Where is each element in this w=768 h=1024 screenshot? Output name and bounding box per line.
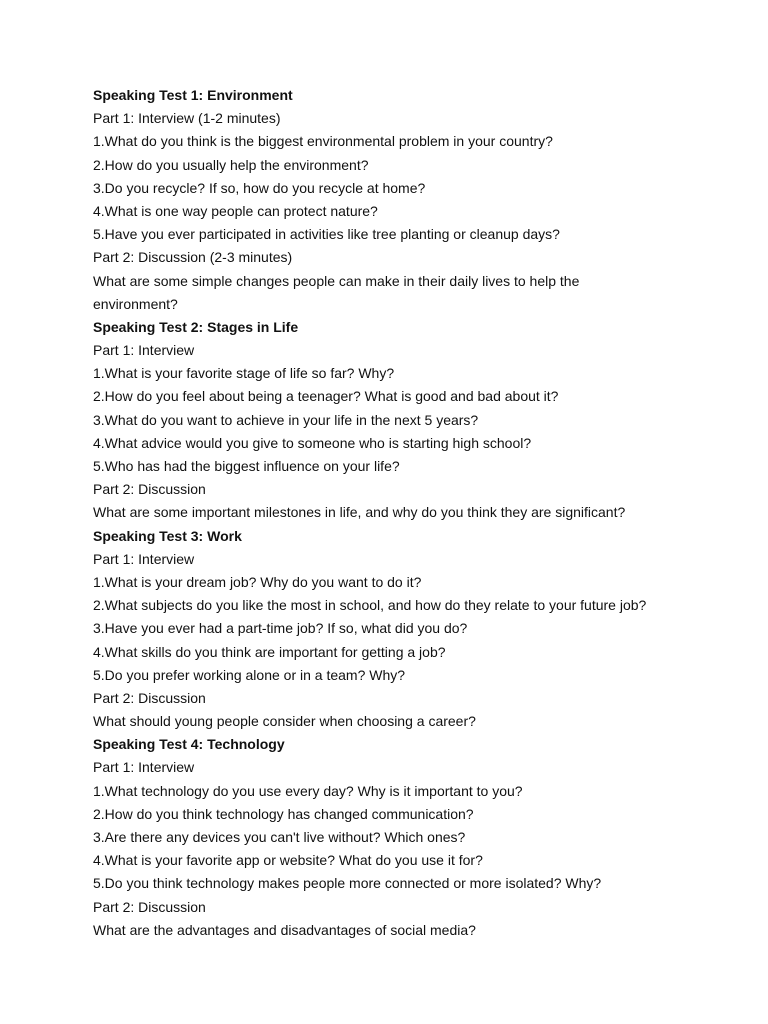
speaking-test-3 xyxy=(93,525,713,734)
question: 1.What do you think is the biggest environmental problem in your country? xyxy=(93,133,553,150)
question: 4.What is one way people can protect nature? xyxy=(93,202,378,219)
question: 5.Do you prefer working alone or in a team? Why? xyxy=(93,666,406,683)
part1-heading: Part 1: Interview xyxy=(93,550,195,567)
question: 3.Are there any devices you can't live without? Which ones? xyxy=(93,829,466,846)
speaking-test-4 xyxy=(93,733,713,942)
speaking-test-2 xyxy=(93,316,713,525)
question: 5.Who has had the biggest influence on your life? xyxy=(93,458,400,475)
test-title: Speaking Test 4: Technology xyxy=(93,736,285,753)
test-title: Speaking Test 3: Work xyxy=(93,527,242,544)
question: 4.What advice would you give to someone who is starting high school? xyxy=(93,434,532,451)
question: 4.What is your favorite app or website? What do you use it for? xyxy=(93,852,483,869)
part1-heading: Part 1: Interview (1-2 minutes) xyxy=(93,110,281,127)
question: 5.Do you think technology makes people more connected or more isolated? Why? xyxy=(93,875,602,892)
discussion-question: What should young people consider when choosing a career? xyxy=(93,713,476,730)
part1-heading: Part 1: Interview xyxy=(93,759,195,776)
question: 2.What subjects do you like the most in school, and how do they relate to your future job? xyxy=(93,597,647,614)
part2-heading: Part 2: Discussion xyxy=(93,481,206,498)
part2-heading: Part 2: Discussion xyxy=(93,689,206,706)
discussion-question: What are the advantages and disadvantages of social media? xyxy=(93,921,476,938)
question: 3.Do you recycle? If so, how do you recycle at home? xyxy=(93,179,426,196)
document-page xyxy=(93,84,713,942)
question: 1.What is your dream job? Why do you want to do it? xyxy=(93,573,422,590)
discussion-question: What are some important milestones in life, and why do you think they are significant? xyxy=(93,504,626,521)
part1-heading: Part 1: Interview xyxy=(93,342,195,359)
discussion-question: What are some simple changes people can make in their daily lives to help the environment? xyxy=(93,272,580,312)
question: 3.Have you ever had a part-time job? If so, what did you do? xyxy=(93,620,468,637)
question: 1.What is your favorite stage of life so far? Why? xyxy=(93,365,395,382)
question: 2.How do you feel about being a teenager? What is good and bad about it? xyxy=(93,388,559,405)
part2-heading: Part 2: Discussion (2-3 minutes) xyxy=(93,249,293,266)
question: 2.How do you think technology has changed communication? xyxy=(93,805,474,822)
question: 5.Have you ever participated in activities like tree planting or cleanup days? xyxy=(93,226,560,243)
question: 4.What skills do you think are important for getting a job? xyxy=(93,643,446,660)
question: 3.What do you want to achieve in your life in the next 5 years? xyxy=(93,411,479,428)
question: 2.How do you usually help the environment? xyxy=(93,156,369,173)
test-title: Speaking Test 2: Stages in Life xyxy=(93,318,299,335)
question: 1.What technology do you use every day? Why is it important to you? xyxy=(93,782,523,799)
test-title: Speaking Test 1: Environment xyxy=(93,87,293,103)
part2-heading: Part 2: Discussion xyxy=(93,898,206,915)
speaking-test-1 xyxy=(93,84,713,316)
